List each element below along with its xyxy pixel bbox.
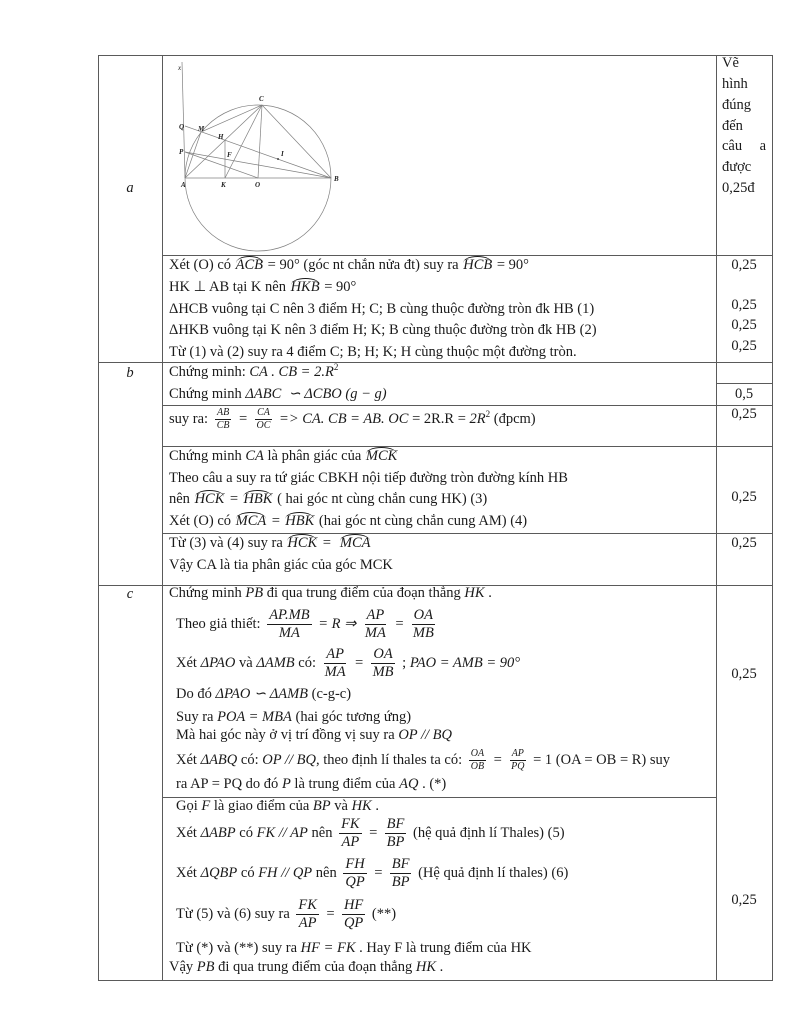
text: . Hay F là trung điểm của HK [355,939,532,956]
text: Từ (*) và (**) suy ra [176,939,301,956]
fraction [215,407,232,432]
segment-co [258,105,262,178]
math-expr: FH // QP [258,864,313,881]
segment-ac [185,105,262,178]
math-expr: = [489,751,507,768]
numerator: OA [413,606,434,623]
text: nên [307,824,337,841]
text: (Hệ quả định lí thales) (6) [414,864,569,881]
text: và [330,797,352,814]
text: là phân giác của [263,447,365,464]
text: Xét [176,824,201,841]
proof-line [176,938,532,958]
math-expr: F [201,797,211,814]
text: Từ (1) và (2) suy ra 4 điểm C; B; H; K; H cùng thuộc một đường tròn. [169,343,577,360]
proof-line [176,813,565,853]
math-expr: = [234,410,252,427]
numerator: CA [257,406,270,418]
superscript: 2 [485,409,491,419]
text: và [235,654,257,671]
text: Từ (3) và (4) suy ra [169,534,287,551]
numerator: BF [391,855,410,872]
angle: HKB [290,278,320,295]
figure-score-line: Vẽ [722,55,739,71]
math-expr: PAO = AMB = 90° [409,654,521,671]
text: = 1 (OA = OB = R) suy [529,751,671,768]
fraction [509,748,526,773]
fraction [371,646,396,681]
proof-line [169,533,371,553]
score: 0,25 [731,338,757,354]
text: Do đó [176,685,216,702]
table-border-bottom [98,980,773,981]
text: nên [169,490,194,507]
text: ( hai góc nt cùng chắn cung HK) (3) [273,490,488,507]
figure-score-word: a [759,138,766,154]
proof-line [169,489,487,509]
figure-score-line: đúng [722,97,751,113]
proof-line [169,384,387,404]
figure-score-line: được [722,159,752,175]
fraction [363,607,388,642]
math-expr: = [369,864,387,881]
text: (hệ quả định lí Thales) (5) [409,824,565,841]
text: Chứng minh [169,447,246,464]
text: Xét [176,864,201,881]
numerator: HF [343,896,364,913]
text: là trung điểm của [290,775,400,792]
math-expr: HK [415,958,437,975]
column-divider [716,55,717,980]
part-label-c: c [126,586,134,602]
denominator: QP [345,873,365,890]
text: (c-g-c) [308,685,352,702]
text: Suy ra [176,708,218,725]
figure-score-line: đến [722,118,743,134]
math-expr: CA [245,447,264,464]
math-expr: PB [196,958,215,975]
score: 0,25 [731,535,757,551]
label-b: B [334,175,339,183]
angle: HCB [463,256,493,273]
figure-score-line [722,136,766,156]
score: 0,25 [731,257,757,273]
text: . [436,958,444,975]
denominator: MB [412,624,434,641]
math-expr: HF = FK [300,939,356,956]
numerator: OA [470,747,485,759]
proof-line [169,468,568,488]
denominator: BP [386,833,405,850]
fraction [296,897,319,932]
text: Xét (O) có [169,256,235,273]
label-f: F [227,151,232,159]
denominator: PQ [511,760,525,772]
segment-ck [225,105,262,178]
proof-line [169,583,492,603]
proof-line [176,774,446,794]
text: HK ⊥ AB tại K nên [169,278,290,295]
angle: ACB [235,256,264,273]
score: 0,25 [731,489,757,505]
angle: HBK [243,490,273,507]
text: Vậy CA là tia phân giác của góc MCK [169,556,393,573]
proof-line [176,604,439,644]
score: 0,25 [731,406,757,422]
score: 0,25 [731,666,757,682]
score: 0,25 [731,892,757,908]
math-expr: BP [312,797,331,814]
proof-line [169,255,529,275]
text: có: [237,751,263,768]
text: Mà hai góc này ở vị trí đồng vị suy ra [176,726,399,743]
text: Theo câu a suy ra tứ giác CBKH nội tiếp đường tròn đường kính HB [169,469,568,486]
text: = 2R.R = [408,410,470,427]
math-expr: CA . CB = 2.R [249,363,334,380]
math-expr: HK [464,584,485,601]
fraction [267,607,311,642]
label-o: O [255,181,261,189]
numerator: FK [341,815,360,832]
text: Chứng minh [169,584,246,601]
numerator: AP [326,645,344,662]
math-expr: ΔABC ∽ ΔCBO (g − g) [245,385,387,402]
text: = 90° (góc nt chắn nửa đt) suy ra [264,256,463,273]
proof-line [176,643,520,683]
text: (đpcm) [490,410,536,427]
text: ; [398,654,410,671]
text: nên [312,864,341,881]
denominator: MB [372,663,394,680]
tangent-line [182,62,185,178]
text: có [237,864,259,881]
math-expr: = [321,905,339,922]
denominator: MA [324,663,346,680]
denominator: MA [278,624,300,641]
numerator: AP [511,747,524,759]
text: . [371,797,379,814]
segment-po [185,152,258,178]
math-expr: POA = MBA [217,708,292,725]
text: Theo giả thiết: [176,615,265,632]
math-expr: 2R [469,410,486,427]
angle: MCA [339,534,371,551]
math-expr: => CA. CB = AB. OC [275,410,409,427]
math-expr: ΔQBP [200,864,238,881]
point-i [277,158,279,160]
part-label-b: b [126,365,134,381]
label-c: C [259,95,264,103]
angle: MCA [235,512,267,529]
math-expr: = [225,490,243,507]
proof-line [169,299,594,319]
math-expr: = [390,615,408,632]
numerator: AB [216,406,230,418]
math-expr: AQ [399,775,419,792]
numerator: AP [366,606,385,623]
angle: MCK [365,447,398,464]
segment-mc [201,105,262,132]
text: có: [294,654,320,671]
proof-line [169,320,597,340]
math-expr: OP // BQ [262,751,316,768]
fraction [411,607,436,642]
fraction [339,816,362,851]
text: Từ (5) và (6) suy ra [176,905,294,922]
numerator: OA [373,645,393,662]
text: suy ra: [169,410,212,427]
figure-score-word: câu [722,138,743,154]
score: 0,25 [731,297,757,313]
denominator: QP [343,914,364,931]
column-divider [162,55,163,980]
text: Vậy [169,958,197,975]
denominator: CB [216,419,230,431]
score: 0,25 [731,317,757,333]
fraction [342,897,365,932]
table-border-top [98,55,773,56]
math-expr: FK // AP [256,824,308,841]
text: , theo định lí thales ta có: [315,751,466,768]
math-expr: = [267,512,285,529]
text: ra AP = PQ do đó [176,775,282,792]
part-label-a: a [126,180,134,196]
numerator: BF [386,815,405,832]
text: đi qua trung điểm của đoạn thẳng [263,584,465,601]
math-expr: HK [351,797,372,814]
proof-line [176,725,452,745]
text: có [235,824,257,841]
proof-line [176,894,396,934]
math-expr: = [364,824,382,841]
text: = 90° [320,278,357,295]
segment-am [185,132,201,178]
text: (**) [368,905,397,922]
text: Gọi [176,797,202,814]
label-a: A [181,181,186,189]
math-expr: ΔPAO ∽ ΔAMB [215,685,309,702]
table-border-right [772,55,773,980]
proof-line [176,684,351,704]
math-expr: ΔABP [200,824,236,841]
denominator: OC [256,419,271,431]
text: Xét [176,654,201,671]
denominator: BP [391,873,410,890]
numerator: FH [345,855,365,872]
segment-qb [185,126,331,178]
proof-line [169,446,398,466]
score: 0,5 [734,386,754,402]
proof-line [169,405,536,433]
geometry-figure [165,57,353,254]
proof-line [169,277,356,297]
denominator: MA [364,624,386,641]
text: ΔHCB vuông tại C nên 3 điểm H; C; B cùng thuộc đường tròn đk HB (1) [169,300,595,317]
text: = 90° [493,256,529,273]
figure-score-line: 0,25đ [722,180,755,196]
label-p: P [179,148,184,156]
label-h: H [218,133,224,141]
math-expr: P [281,775,291,792]
text: là giao điểm của [210,797,313,814]
figure-score-line: hình [722,76,748,92]
text: ΔHKB vuông tại K nên 3 điểm H; K; B cùng thuộc đường tròn đk HB (2) [169,321,597,338]
numerator: FK [298,896,317,913]
fraction [385,816,407,851]
proof-line [176,746,670,774]
table-border-left [98,55,99,980]
proof-line [176,853,568,893]
math-expr: PB [245,584,264,601]
angle: HBK [285,512,315,529]
text: . [484,584,492,601]
angle: HCK [194,490,225,507]
text: đi qua trung điểm của đoạn thẳng [214,958,416,975]
text: Xét [176,751,201,768]
fraction [390,856,412,891]
math-expr: ΔABQ [200,751,238,768]
proof-line [169,957,443,977]
math-expr: ΔAMB [256,654,295,671]
numerator: AP.MB [269,606,310,623]
text: Chứng minh [169,385,246,402]
label-k: K [221,181,226,189]
angle: HCK [287,534,318,551]
label-i: I [281,150,284,158]
proof-line [169,555,393,575]
math-expr: OP // BQ [398,726,453,743]
fraction [469,748,486,773]
fraction [255,407,273,432]
text: . (*) [418,775,447,792]
proof-line [169,342,577,362]
fraction [323,646,348,681]
text: Xét (O) có [169,512,235,529]
denominator: OB [470,760,485,772]
math-expr: = R ⇒ [314,615,360,632]
proof-line [176,707,411,727]
proof-line [169,511,527,531]
denominator: AP [341,833,360,850]
text: Chứng minh: [169,363,250,380]
text: (hai góc nt cùng chắn cung AM) (4) [315,512,528,529]
label-x: x [178,64,182,72]
label-m: M [198,125,205,133]
math-expr: = [318,534,339,551]
label-q: Q [179,123,185,131]
proof-line [169,362,338,382]
denominator: AP [298,914,317,931]
math-expr: ΔPAO [200,654,236,671]
math-expr: = [350,654,368,671]
superscript: 2 [333,362,339,372]
text: (hai góc tương ứng) [291,708,412,725]
fraction [343,856,366,891]
